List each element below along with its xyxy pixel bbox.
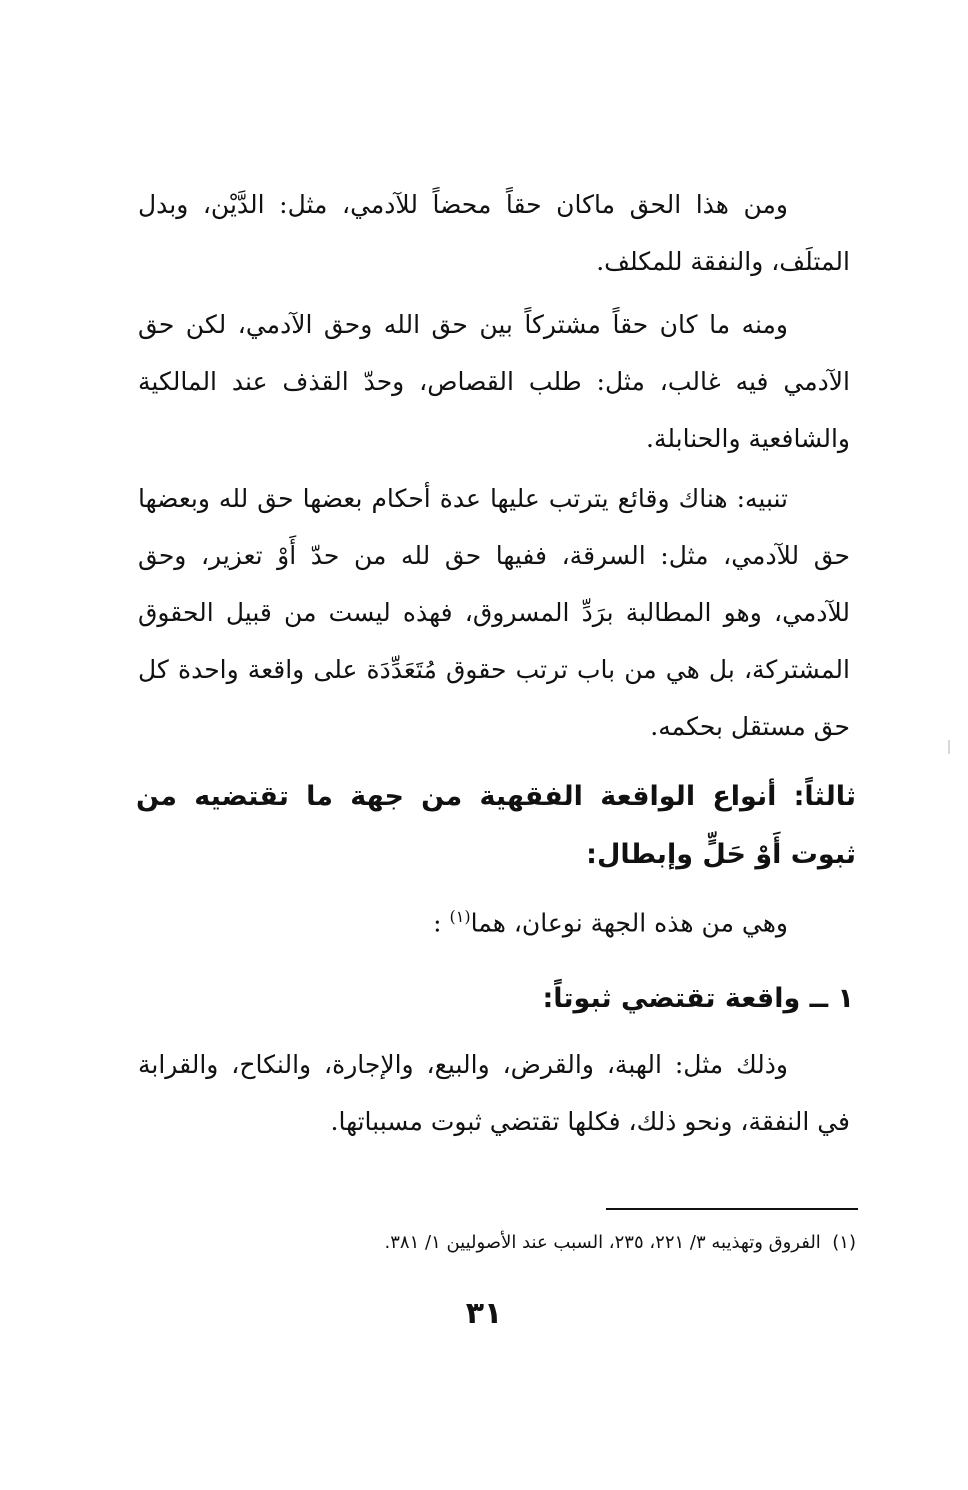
section-heading-third: ثالثاً: أنواع الواقعة الفقهية من جهة ما تقتضيه من ثبوت أَوْ حَلٍّ وإبطال: (136, 781, 856, 870)
section-intro (138, 888, 850, 951)
section-intro-tail: : (433, 908, 442, 938)
paragraph-note-tanbih: تنبيه: هناك وقائع يترتب عليها عدة أحكام بعضها حق لله وبعضها حق للآدمي، مثل: السرقة، ففيها حق لله من حدّ أَوْ تعزير، وحق للآدمي، وهو المطالبة برَدِّ المسروق، فهذه ليست من قبيل الحقوق المشتركة، بل هي من باب ترتب حقوق مُتَعَدِّدَة على واقعة واحدة كل حق مستقل بحكمه. (138, 484, 850, 741)
subsection-heading-first-type: ١ ــ واقعة تقتضي ثبوتاً: (542, 983, 854, 1014)
footnote-reference: (١) (449, 907, 471, 926)
footnote (136, 1226, 856, 1260)
scan-edge-mark (948, 740, 950, 754)
footnote-marker: (١) (832, 1232, 856, 1253)
section-intro-text: وهي من هذه الجهة نوعان، هما (470, 908, 788, 938)
paragraph-right-of-human: ومن هذا الحق ماكان حقاً محضاً للآدمي، مثل: الدَّيْن، وبدل المتلَف، والنفقة للمكلف. (138, 190, 850, 276)
paragraph-first-type-examples: وذلك مثل: الهبة، والقرض، والبيع، والإجارة، والنكاح، والقرابة في النفقة، ونحو ذلك، فكلها تقتضي ثبوت مسبباتها. (138, 1050, 850, 1136)
paragraph-shared-right: ومنه ما كان حقاً مشتركاً بين حق الله وحق الآدمي، لكن حق الآدمي فيه غالب، مثل: طلب القصاص، وحدّ القذف عند المالكية والشافعية والحنابلة. (138, 310, 850, 453)
footnote-text: الفروق وتهذيبه ٣/ ٢٢١، ٢٣٥، السبب عند الأصوليين ١/ ٣٨١. (384, 1232, 821, 1253)
footnote-divider (606, 1208, 858, 1210)
page-number: ٣١ (465, 1296, 503, 1331)
